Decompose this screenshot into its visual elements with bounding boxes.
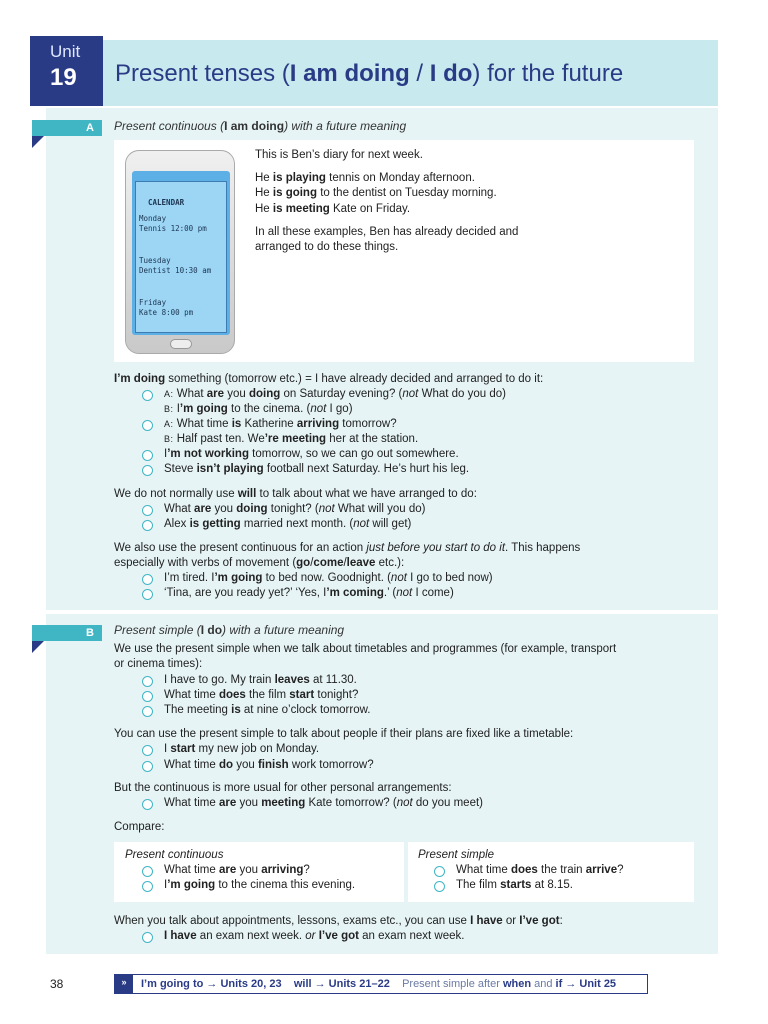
example-bullet [142,866,153,877]
example-line: What time does the film start tonight? [164,689,359,701]
section-b-title: Present simple (I do) with a future meaning [114,623,345,637]
example-line: I have an exam next week. or I’ve got an exam next week. [164,930,465,942]
example-bullet [142,881,153,892]
calendar-heading: CALENDAR [148,198,185,207]
example-line: A: What are you doing on Saturday evening? (not What do you do) [164,388,506,400]
example-line: Alex is getting married next month. (not will get) [164,518,412,530]
example-bullet [142,520,153,531]
example-line: B: Half past ten. We’re meeting her at the station. [164,433,419,445]
phone-home-button [170,339,192,349]
example-bullet [142,420,153,431]
compare-right-title: Present simple [418,849,495,861]
unit-number: 19 [50,64,77,91]
example-bullet [142,589,153,600]
rule-text: We use the present simple when we talk about timetables and programmes (for example, transport [114,643,617,655]
example-line: I’m not working tomorrow, so we can go out somewhere. [164,448,459,460]
tab-corner-b [32,641,44,653]
example-line: The meeting is at nine o’clock tomorrow. [164,704,371,716]
example-line: I’m tired. I’m going to bed now. Goodnight. (not I go to bed now) [164,572,493,584]
page-title: Present tenses (I am doing / I do) for the future [115,60,624,87]
tab-corner-a [32,136,44,148]
example-bullet [142,932,153,943]
diary-line: He is meeting Kate on Friday. [255,203,411,215]
example-line: What time are you meeting Kate tomorrow? (not do you meet) [164,797,484,809]
rule-text: especially with verbs of movement (go/come/leave etc.): [114,557,405,569]
example-bullet [142,799,153,810]
phone-screen [132,171,230,335]
compare-label: Compare: [114,821,165,833]
calendar-entry: Dentist 10:30 am [139,266,212,275]
example-line: What are you doing tonight? (not What will you do) [164,503,426,515]
diary-line: He is playing tennis on Monday afternoon. [255,172,475,184]
rule-text: We do not normally use will to talk about what we have arranged to do: [114,488,477,500]
example-bullet [142,505,153,516]
example-line: I start my new job on Monday. [164,743,320,755]
cross-reference-text[interactable]: I’m going to → Units 20, 23 will → Units 21–22 Present simple after when and if → Unit 25 [141,978,617,990]
rule-text: We also use the present continuous for an action just before you start to do it. This happens [114,542,581,554]
calendar-entry: Tennis 12:00 pm [139,224,207,233]
diary-intro: This is Ben’s diary for next week. [255,149,423,161]
example-bullet [142,390,153,401]
rule-text: I’m doing something (tomorrow etc.) = I have already decided and arranged to do it: [114,373,544,385]
section-b-tab: B [32,625,102,641]
example-line: What time are you arriving? [164,864,310,876]
example-line: I have to go. My train leaves at 11.30. [164,674,357,686]
example-bullet [142,761,153,772]
rule-text: or cinema times): [114,658,203,670]
compare-left-title: Present continuous [125,849,224,861]
calendar-day: Tuesday [139,256,171,265]
diary-note: In all these examples, Ben has already decided and [255,226,519,238]
cross-reference-bar [114,974,648,994]
example-line: Steve isn’t playing football next Saturday. He’s hurt his leg. [164,463,470,475]
example-bullet [434,866,445,877]
example-line: ‘Tina, are you ready yet?’ ‘Yes, I’m coming.’ (not I come) [164,587,454,599]
example-bullet [142,574,153,585]
example-bullet [142,745,153,756]
calendar-day: Friday [139,298,167,307]
rule-text: But the continuous is more usual for other personal arrangements: [114,782,452,794]
example-bullet [142,691,153,702]
example-line: I’m going to the cinema this evening. [164,879,356,891]
unit-badge [30,36,103,106]
diary-note: arranged to do these things. [255,241,399,253]
calendar-entry: Kate 8:00 pm [139,308,194,317]
title-bar [103,40,718,106]
example-bullet [142,676,153,687]
phone-illustration [125,150,235,354]
section-a-tab: A [32,120,102,136]
page-number: 38 [50,977,64,991]
example-line: The film starts at 8.15. [456,879,573,891]
example-line: A: What time is Katherine arriving tomorrow? [164,418,397,430]
example-line: What time do you finish work tomorrow? [164,759,374,771]
calendar-day: Monday [139,214,167,223]
unit-label: Unit [50,42,81,61]
example-bullet [434,881,445,892]
example-bullet [142,450,153,461]
diary-line: He is going to the dentist on Tuesday morning. [255,187,497,199]
double-chevron-icon: » [115,975,133,993]
example-bullet [142,465,153,476]
section-a-title: Present continuous (I am doing) with a future meaning [114,119,407,133]
rule-text: You can use the present simple to talk about people if their plans are fixed like a timetable: [114,728,574,740]
example-bullet [142,706,153,717]
rule-text: When you talk about appointments, lessons, exams etc., you can use I have or I’ve got: [114,915,563,927]
example-line: What time does the train arrive? [456,864,624,876]
example-line: B: I’m going to the cinema. (not I go) [164,403,353,415]
